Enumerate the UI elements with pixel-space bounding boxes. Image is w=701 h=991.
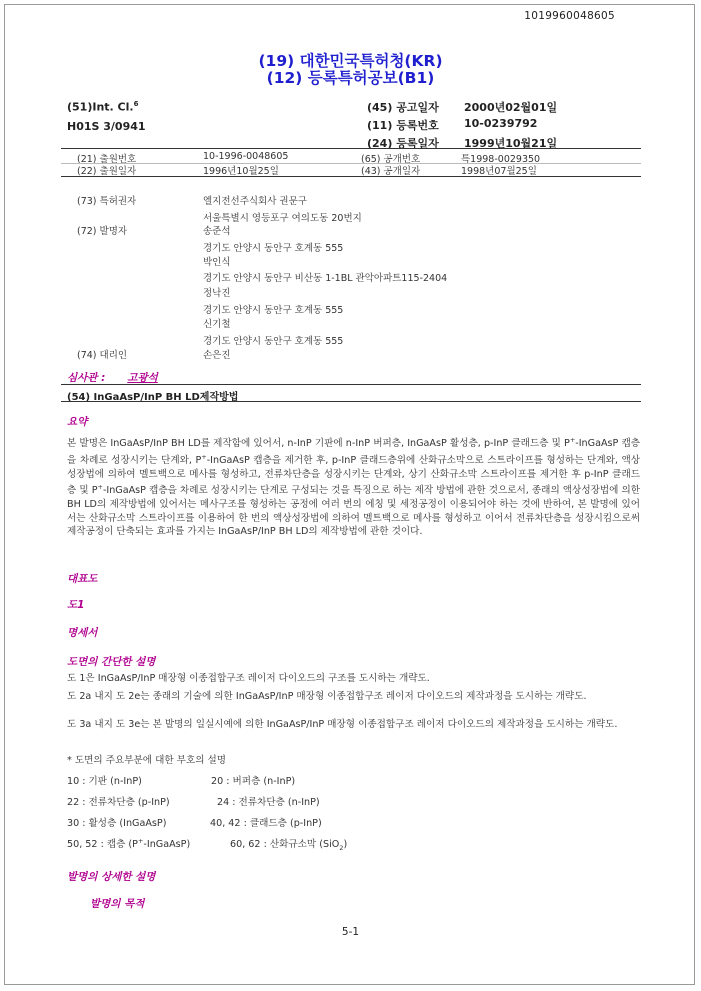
detailed-description-heading: 발명의 상세한 설명 xyxy=(67,871,156,883)
title-publication-type: (12) 등록특허공보(B1) xyxy=(266,69,435,87)
laid-open-number-value: 특1998-0029350 xyxy=(461,154,541,165)
patentee-address: 서울특별시 영등포구 여의도동 20번지 xyxy=(203,213,362,224)
filing-date-label: (22) 출원일자 xyxy=(77,166,137,177)
abstract-text: 본 발명은 InGaAsP/InP BH LD를 제작함에 있어서, n-InP 기판에 n-InP 버퍼층, InGaAsP 활성층, p-InP 클래드층 및 P+-InGaAsP 캡층을 차례로 성장시키는 단계와, P+-InGaAsP 캡층을 제거한 후, p-InP 클래드층위에 산화규소막으로 스트라이프를 형성하는 단계와, 액상성장법에 의하여 멜트백으로 메사를 형성하고, 전류차단층을 성장시키는 단계와, 상기 산화규소막 스트라이프를 제거한 후 p-InP 클래드층 및 P+-InGaAsP 캡층을 차례로 성장시키는 단계로 구성되는 것을 특징으로 하는 제작 방법에 관한 것으로서, 종래의 액상성장법에 의한 BH LD의 제작방법에 있어서는 메사구조를 형성하는 공정에 여러 번의 에칭 및 세정공정이 이용되어야 하는 것에 반하여, 본 발명에 있어서는 산화규소막 스트라이프를 이용하여 한 번의 액상성장법에 의하여 멜트백으로 메사를 형성하고 이어서 전류차단층을 성장시킴으로써 제작공정이 단축되는 효과를 가지는 InGaAsP/InP BH LD의 제작방법에 관한 것이다. xyxy=(67,436,641,538)
inventor-address: 경기도 안양시 동안구 호계동 555 xyxy=(203,336,344,347)
brief-item: 도 1은 InGaAsP/InP 매장형 이종접합구조 레이저 다이오드의 구조를 도시하는 개략도. xyxy=(67,673,430,684)
ipc-code: H01S 3/0941 xyxy=(67,120,146,133)
legend-heading: * 도면의 주요부분에 대한 부호의 설명 xyxy=(67,755,227,766)
brief-description-heading: 도면의 간단한 설명 xyxy=(67,656,156,668)
filing-number-label: (21) 출원번호 xyxy=(77,154,137,165)
examiner-rule xyxy=(61,384,641,385)
representative-drawing-heading: 대표도 xyxy=(67,573,98,585)
agent-label: (74) 대리인 xyxy=(77,350,128,361)
registration-number-row: (11) 등록번호 10-0239792 xyxy=(367,117,538,132)
header-rule xyxy=(61,148,641,149)
examiner: 심사관 : 고광석 xyxy=(67,372,158,384)
ipc-label: (51)Int. Cl.$^6$ xyxy=(67,100,139,114)
legend-row: 50, 52 : 캡층 (P+-InGaAsP) 60, 62 : 산화규소막 (SiO$_2$) xyxy=(67,836,348,852)
specification-heading: 명세서 xyxy=(67,627,98,639)
inventor-address: 경기도 안양시 동안구 호계동 555 xyxy=(203,305,344,316)
invention-purpose-heading: 발명의 목적 xyxy=(90,898,145,910)
inventor-label: (72) 발명자 xyxy=(77,226,128,237)
abstract-heading: 요약 xyxy=(67,416,88,428)
inventor-name: 신기철 xyxy=(203,319,231,330)
legend-row: 22 : 전류차단층 (p-InP) 24 : 전류차단층 (n-InP) xyxy=(67,797,320,808)
brief-item: 도 3a 내지 도 3e는 본 발명의 일실시예에 의한 InGaAsP/InP 매장형 이종접합구조 레이저 다이오드의 제작과정을 도시하는 개략도. xyxy=(67,719,618,730)
patentee-name: 엘지전선주식회사 권문구 xyxy=(203,196,307,207)
document-number: 1019960048605 xyxy=(524,10,615,22)
laid-open-date-label: (43) 공개일자 xyxy=(361,166,421,177)
title-rule xyxy=(61,401,641,402)
patentee-label: (73) 특허권자 xyxy=(77,196,137,207)
invention-title: (54) InGaAsP/InP BH LD제작방법 xyxy=(67,392,239,403)
laid-open-date-value: 1998년07월25일 xyxy=(461,166,537,177)
inventor-name: 송준석 xyxy=(203,226,231,237)
representative-drawing-value: 도1 xyxy=(67,599,85,611)
inventor-address: 경기도 안양시 동안구 비산동 1-1BL 관악아파트115-2404 xyxy=(203,273,448,284)
legend-row: 30 : 활성층 (InGaAsP) 40, 42 : 클래드층 (p-InP) xyxy=(67,818,322,829)
row-divider xyxy=(61,163,641,164)
filing-number-value: 10-1996-0048605 xyxy=(203,151,289,162)
inventor-name: 정낙진 xyxy=(203,288,231,299)
registration-date-row: (24) 등록일자 1999년10월21일 xyxy=(367,137,558,150)
inventor-name: 박인식 xyxy=(203,257,231,268)
inventor-address: 경기도 안양시 동안구 호계동 555 xyxy=(203,243,344,254)
header-rule-bottom xyxy=(61,176,641,177)
title-office: (19) 대한민국특허청(KR) xyxy=(258,52,443,70)
laid-open-number-label: (65) 공개번호 xyxy=(361,154,421,165)
page-number: 5-1 xyxy=(341,926,360,938)
filing-date-value: 1996년10월25일 xyxy=(203,166,279,177)
brief-item: 도 2a 내지 도 2e는 종래의 기술에 의한 InGaAsP/InP 매장형 이종접합구조 레이저 다이오드의 제작과정을 도시하는 개략도. xyxy=(67,691,587,702)
publication-date-row: (45) 공고일자 2000년02월01일 xyxy=(367,101,558,114)
legend-row: 10 : 기판 (n-InP) 20 : 버퍼층 (n-InP) xyxy=(67,776,296,787)
agent-name: 손은진 xyxy=(203,350,231,361)
